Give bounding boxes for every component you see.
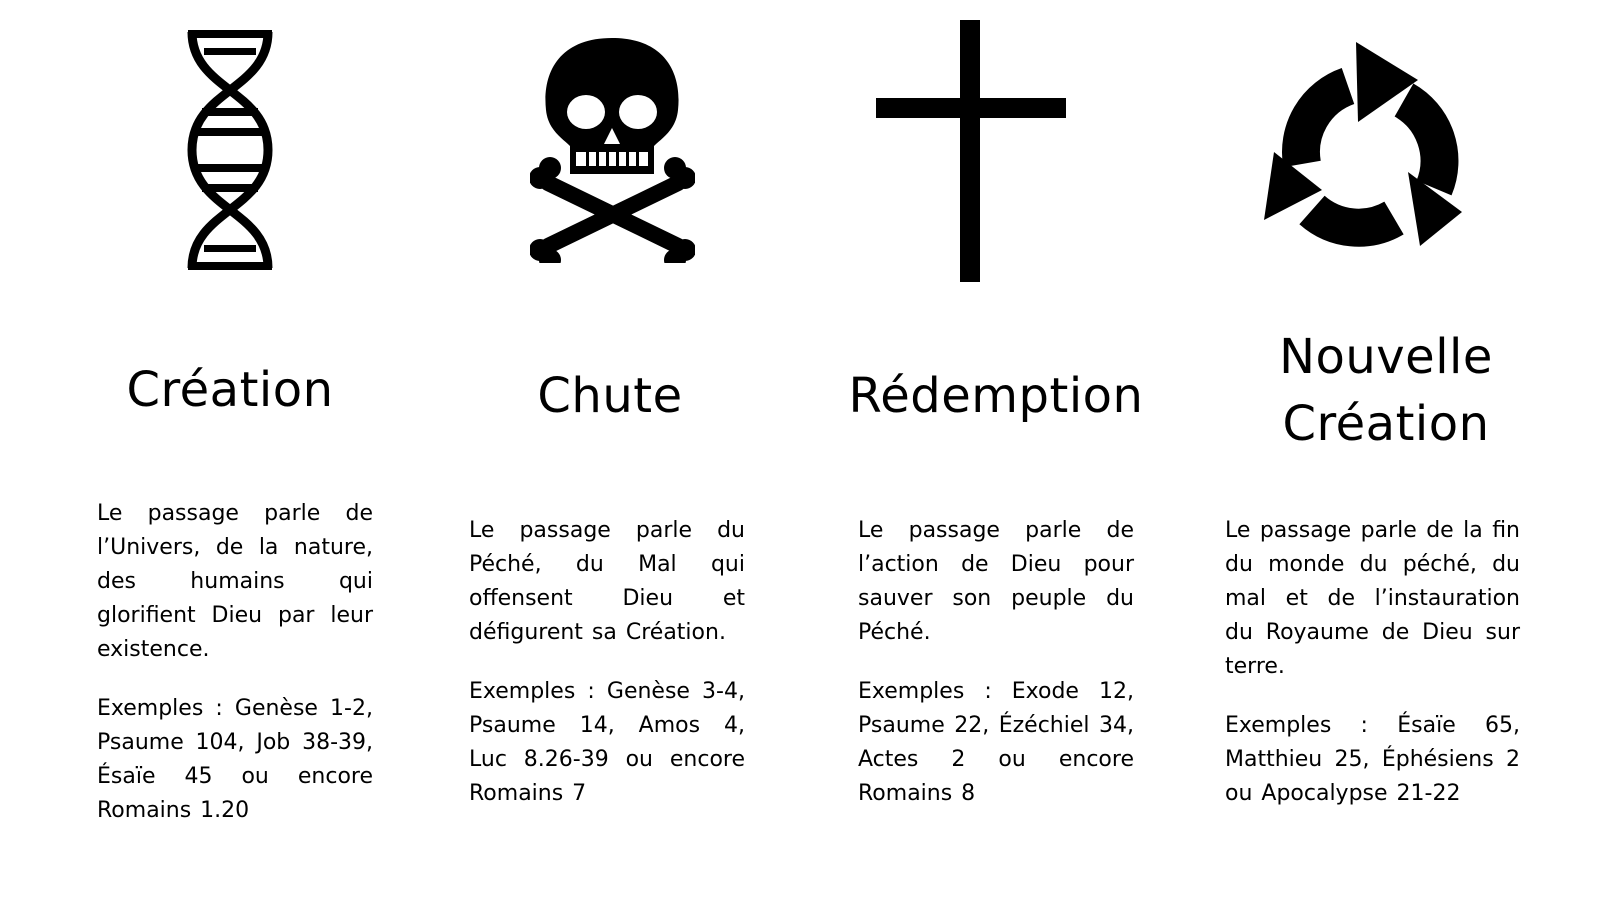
examples-redemption: Exemples : Exode 12, Psaume 22, Ézéchiel 34, Actes 2 ou encore Romains 8 [858,679,1134,806]
examples-nouvelle-creation: Exemples : Ésaïe 65, Matthieu 25, Éphésiens 2 ou Apocalypse 21-22 [1225,713,1520,806]
examples-creation: Exemples : Genèse 1-2, Psaume 104, Job 38-39, Ésaïe 45 ou encore Romains 1.20 [97,696,373,823]
description-creation: Le passage parle de l’Univers, de la nature, des humains qui glorifient Dieu par leur existence. [97,501,373,662]
description-redemption: Le passage parle de l’action de Dieu pour sauver son peuple du Péché. [858,518,1134,645]
recycle-arrows-icon [1258,40,1478,265]
description-chute: Le passage parle du Péché, du Mal qui offensent Dieu et défigurent sa Création. [469,518,745,645]
examples-chute: Exemples : Genèse 3-4, Psaume 14, Amos 4, Luc 8.26-39 ou encore Romains 7 [469,679,745,806]
title-redemption: Rédemption [848,368,1144,424]
title-creation: Création [126,362,334,418]
title-chute: Chute [537,368,683,424]
title-nouvelle-creation-line2: Création [1282,396,1490,452]
title-nouvelle-creation-line1: Nouvelle [1279,329,1493,385]
description-nouvelle-creation: Le passage parle de la fin du monde du péché, du mal et de l’instauration du Royaume de Dieu sur terre. [1225,518,1520,679]
